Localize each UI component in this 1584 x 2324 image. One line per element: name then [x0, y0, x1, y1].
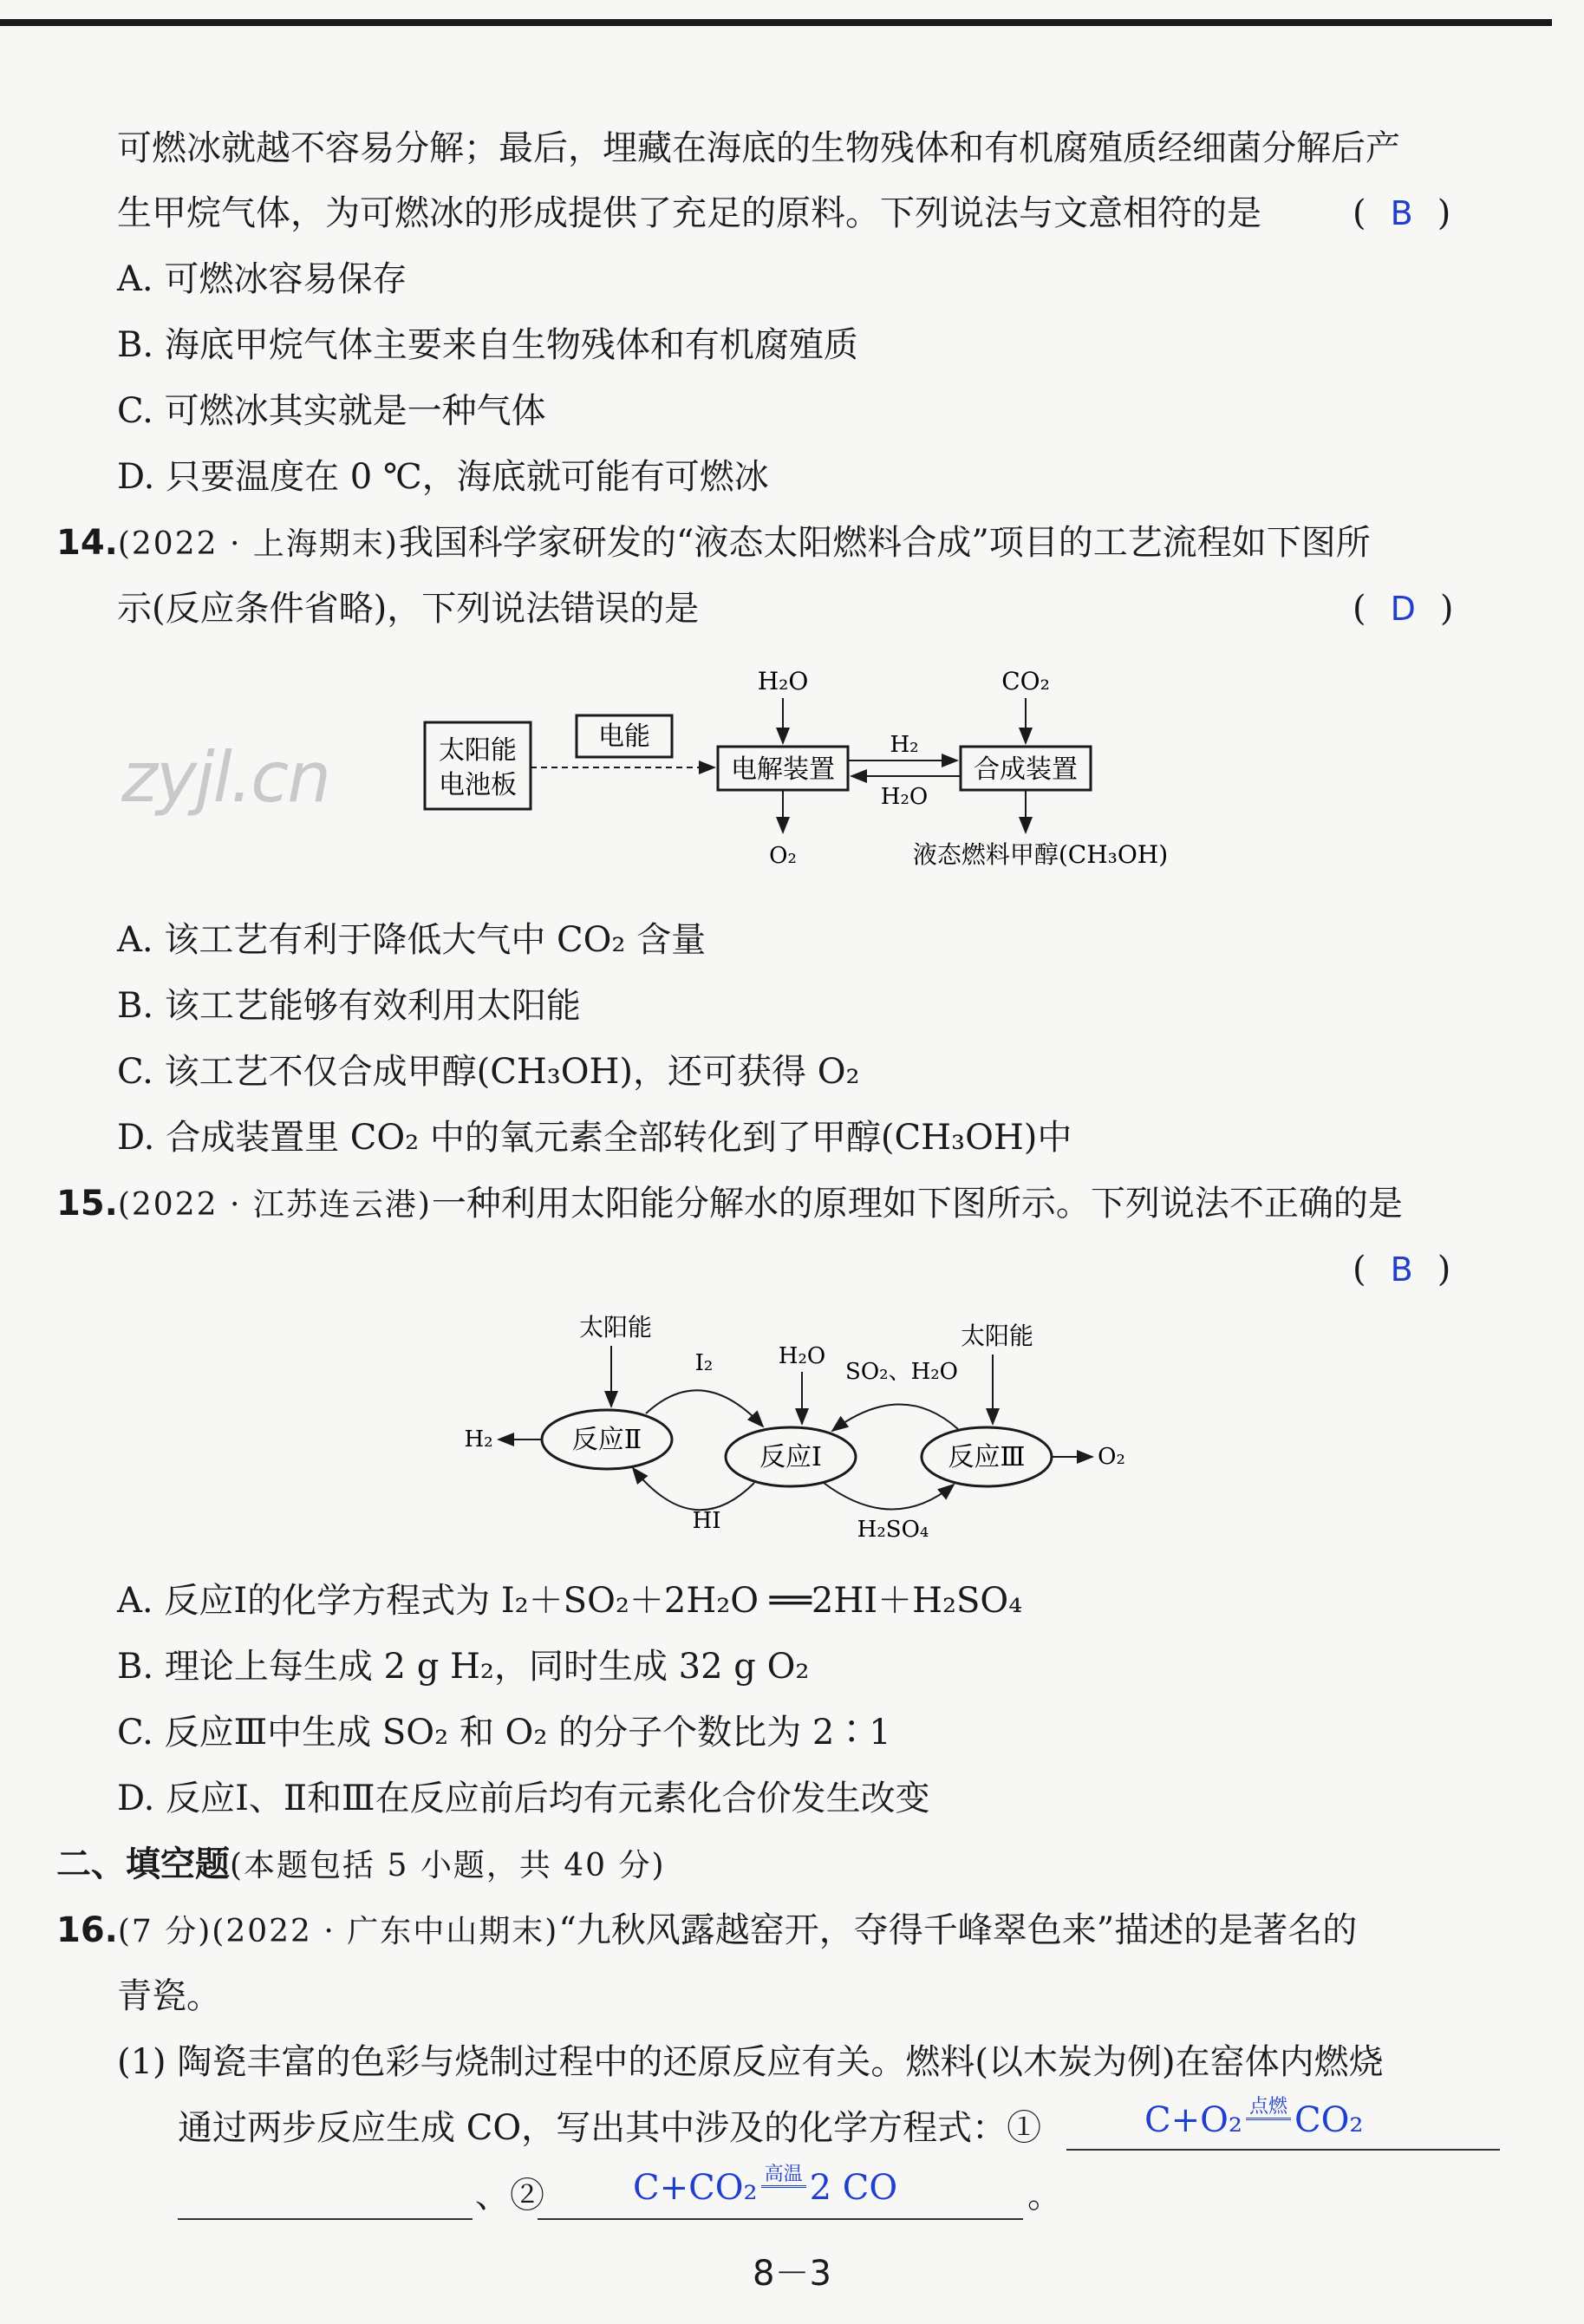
q15-stem: 一种利用太阳能分解水的原理如下图所示。下列说法不正确的是	[431, 1184, 1403, 1224]
q15-answer: B	[1390, 1250, 1413, 1289]
answer-blank-1-cont[interactable]	[178, 2218, 473, 2220]
q13-answer-paren: ( B )	[1353, 193, 1451, 233]
q15-option-c: C. 反应Ⅲ中生成 SO₂ 和 O₂ 的分子个数比为 2∶1	[117, 1713, 891, 1753]
q15-option-d: D. 反应Ⅰ、Ⅱ和Ⅲ在反应前后均有元素化合价发生改变	[117, 1779, 930, 1818]
h2-label: H₂	[890, 732, 919, 758]
q14-option-c: C. 该工艺不仅合成甲醇(CH₃OH)，还可获得 O₂	[117, 1052, 860, 1092]
q15-cycle-diagram	[464, 1309, 1162, 1552]
solar-right-label: 太阳能	[960, 1322, 1034, 1350]
h2so4-label: H₂SO₄	[857, 1517, 929, 1543]
q16-sep2: 、②	[475, 2176, 544, 2216]
synthesis-label: 合成装置	[974, 754, 1078, 785]
h2o-in-label: H₂O	[757, 667, 809, 695]
o2-out-label: O₂	[769, 843, 797, 869]
q15-answer-paren: ( B )	[1353, 1250, 1451, 1289]
q15-line1	[56, 1181, 1403, 1228]
i2-arrow	[646, 1390, 763, 1426]
so2-h2o-label: SO₂、H₂O	[845, 1359, 958, 1385]
product-label: 液态燃料甲醇(CH₃OH)	[912, 840, 1169, 869]
answer-blank-1[interactable]	[1066, 2149, 1500, 2151]
electricity-label: 电能	[598, 721, 650, 752]
q14-option-d: D. 合成装置里 CO₂ 中的氧元素全部转化到了甲醇(CH₃OH)中	[117, 1118, 1072, 1158]
h2o-back-label: H₂O	[880, 784, 929, 810]
q15-option-a: A. 反应Ⅰ的化学方程式为 I₂＋SO₂＋2H₂O ══2HI＋H₂SO₄	[117, 1581, 1023, 1621]
q13-line2: 生甲烷气体，为可燃冰的形成提供了充足的原料。下列说法与文意相符的是	[117, 193, 1261, 233]
q16-line2: 青瓷。	[117, 1976, 221, 2016]
h2so4-arrow	[824, 1483, 954, 1510]
q14-number: 14.	[56, 523, 118, 563]
solar-left-label: 太阳能	[578, 1313, 653, 1342]
eq2-left: C+CO₂	[633, 2168, 758, 2208]
q16-number: 16.	[56, 1910, 118, 1950]
solar-panel-label-1: 太阳能	[439, 735, 517, 766]
i2-label: I₂	[694, 1350, 714, 1376]
q13-line1: 可燃冰就越不容易分解；最后，埋藏在海底的生物残体和有机腐殖质经细菌分解后产	[117, 128, 1400, 168]
reaction2-label: 反应Ⅱ	[571, 1425, 642, 1455]
eq1-left: C+O₂	[1144, 2100, 1242, 2140]
section2-note: (本题包括 5 小题，共 40 分)	[230, 1848, 666, 1883]
electrolysis-label: 电解装置	[731, 754, 835, 785]
q13-answer: B	[1390, 194, 1413, 232]
q14-source: (2022 · 上海期末)	[117, 526, 399, 562]
solar-panel-label-2: 电池板	[439, 770, 517, 800]
reaction3-label: 反应Ⅲ	[948, 1442, 1026, 1472]
eq2-right: 2 CO	[809, 2168, 898, 2208]
reaction1-label: 反应Ⅰ	[759, 1442, 822, 1472]
q16-line1	[56, 1908, 1357, 1955]
h2o-label: H₂O	[778, 1343, 826, 1369]
q15-option-b: B. 理论上每生成 2 g H₂，同时生成 32 g O₂	[117, 1647, 810, 1687]
q13-option-d: D. 只要温度在 0 ℃，海底就可能有可燃冰	[117, 457, 769, 497]
q16-score-source: (7 分)(2022 · 广东中山期末)	[117, 1914, 559, 1949]
equation-1	[1144, 2096, 1364, 2140]
q14-option-a: A. 该工艺有利于降低大气中 CO₂ 含量	[117, 920, 707, 960]
top-rule	[0, 19, 1552, 26]
q16-sub1-line2: 通过两步反应生成 CO，写出其中涉及的化学方程式：①	[178, 2108, 1042, 2148]
q14-stem: 我国科学家研发的“液态太阳燃料合成”项目的工艺流程如下图所	[398, 523, 1371, 563]
co2-in-label: CO₂	[1001, 667, 1050, 695]
q13-option-c: C. 可燃冰其实就是一种气体	[117, 391, 546, 431]
equation-2	[633, 2164, 898, 2208]
q14-flow-diagram	[407, 655, 1205, 889]
q16-sub1-line1: (1) 陶瓷丰富的色彩与烧制过程中的还原反应有关。燃料(以木炭为例)在窑体内燃烧	[117, 2042, 1384, 2082]
q15-source: (2022 · 江苏连云港)	[117, 1187, 432, 1223]
watermark: zyjl.cn	[121, 737, 329, 818]
o2-out-label: O₂	[1098, 1444, 1125, 1470]
q13-option-b: B. 海底甲烷气体主要来自生物残体和有机腐殖质	[117, 325, 858, 365]
hi-label: HI	[692, 1508, 721, 1534]
so2-h2o-arrow	[832, 1404, 958, 1431]
q14-answer-paren: ( D )	[1353, 589, 1454, 629]
eq1-right: CO₂	[1294, 2100, 1364, 2140]
q14-option-b: B. 该工艺能够有效利用太阳能	[117, 986, 581, 1026]
section2-title: 二、填空题	[56, 1844, 230, 1884]
h2-out-label: H₂	[464, 1426, 493, 1452]
q13-option-a: A. 可燃冰容易保存	[117, 259, 407, 299]
q14-answer: D	[1390, 590, 1416, 628]
q16-stem: “九秋风露越窑开，夺得千峰翠色来”描述的是著名的	[558, 1910, 1358, 1950]
page-number: 8－3	[753, 2254, 831, 2294]
answer-blank-2[interactable]	[538, 2218, 1023, 2220]
eq2-condition: 高温	[761, 2164, 806, 2188]
eq1-condition: 点燃	[1246, 2097, 1291, 2120]
q14-line1	[56, 520, 1371, 567]
q15-number: 15.	[56, 1184, 118, 1224]
section2-heading	[56, 1842, 666, 1889]
q16-end-mark: 。	[1027, 2176, 1062, 2216]
q14-line2: 示(反应条件省略)，下列说法错误的是	[117, 589, 700, 629]
